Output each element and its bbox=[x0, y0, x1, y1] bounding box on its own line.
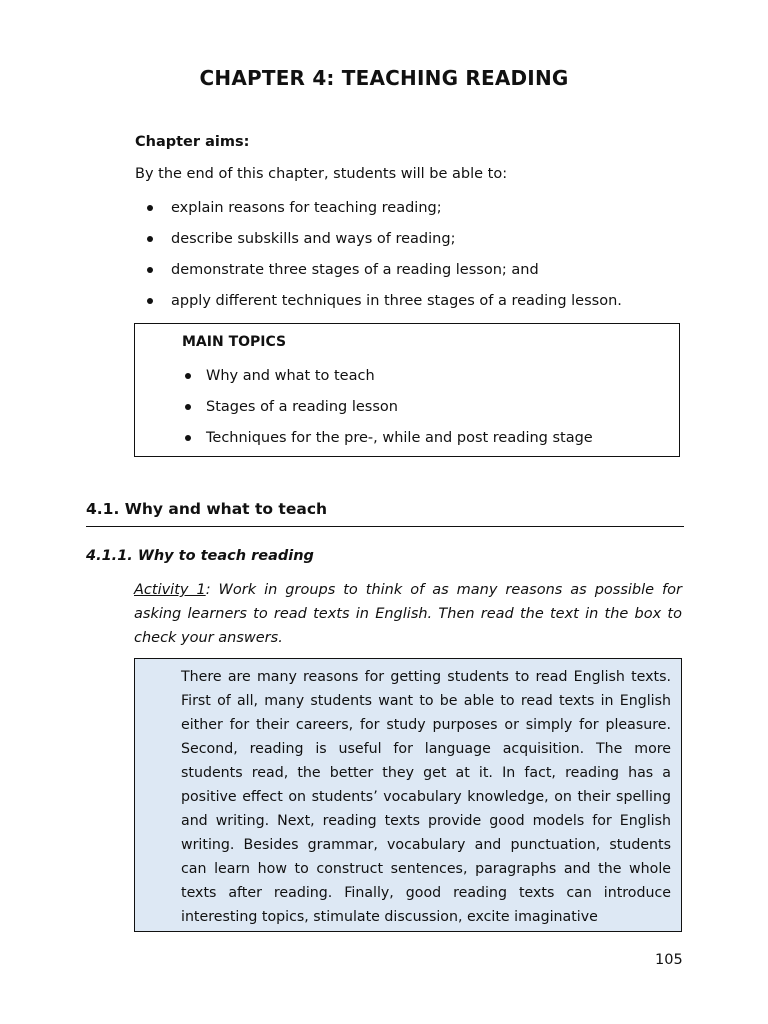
section-title: 4.1. Why and what to teach bbox=[86, 500, 328, 518]
list-item: Why and what to teach bbox=[182, 366, 662, 397]
reading-text-box bbox=[134, 658, 682, 932]
activity-label: Activity 1 bbox=[134, 582, 206, 598]
main-topics-list bbox=[182, 366, 662, 459]
section-divider bbox=[86, 526, 684, 527]
list-item: apply different techniques in three stages of a reading lesson. bbox=[135, 291, 695, 322]
list-item: explain reasons for teaching reading; bbox=[135, 198, 695, 229]
chapter-title: CHAPTER 4: TEACHING READING bbox=[199, 66, 569, 90]
activity-text: : Work in groups to think of as many reasons as possible for asking learners to read texts in English. Then read the text in the box to check your answers. bbox=[134, 582, 682, 646]
chapter-aims-heading: Chapter aims: bbox=[135, 134, 250, 150]
chapter-aims-list bbox=[135, 198, 695, 322]
main-topics-box bbox=[134, 323, 680, 457]
main-topics-heading: MAIN TOPICS bbox=[182, 334, 287, 350]
page-number: 105 bbox=[655, 952, 683, 968]
reading-text: There are many reasons for getting students to read English texts. First of all, many students want to be able to read texts in English either for their careers, for study purposes or simply for pleasure. Second, reading is useful for language acquisition. The more students read, the better they get at it. In fact, reading has a positive effect on students’ vocabulary knowledge, on their spelling and writing. Next, reading texts provide good models for English writing. Besides grammar, vocabulary and punctuation, students can learn how to construct sentences, paragraphs and the whole texts after reading. Finally, good reading texts can introduce interesting topics, stimulate discussion, excite imaginative bbox=[181, 669, 671, 925]
list-item: Stages of a reading lesson bbox=[182, 397, 662, 428]
list-item: Techniques for the pre-, while and post reading stage bbox=[182, 428, 662, 459]
subsection-title: 4.1.1. Why to teach reading bbox=[86, 548, 314, 564]
activity-instructions bbox=[134, 578, 682, 650]
list-item: describe subskills and ways of reading; bbox=[135, 229, 695, 260]
chapter-aims-intro: By the end of this chapter, students will be able to: bbox=[135, 166, 508, 182]
list-item: demonstrate three stages of a reading lesson; and bbox=[135, 260, 695, 291]
